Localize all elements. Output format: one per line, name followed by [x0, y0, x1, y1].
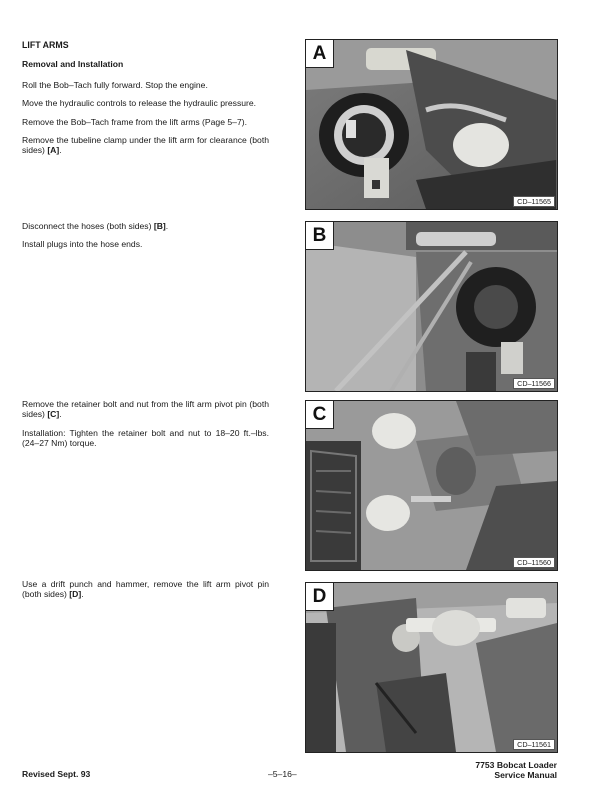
step-a-para-2: Move the hydraulic controls to release the hydraulic pressure. — [22, 98, 257, 109]
figure-d-illustration — [306, 583, 557, 752]
step-c-para-2: Installation: Tighten the retainer bolt and nut to 18–20 ft.–lbs. (24–27 Nm) torque. — [22, 427, 269, 449]
step-b-para-1-text: Disconnect the hoses (both sides) — [22, 221, 154, 231]
step-c-para-1-end: . — [59, 409, 62, 420]
figure-a-letter: A — [306, 40, 334, 68]
figure-a-code: CD–11565 — [513, 196, 555, 207]
section-subtitle: Removal and Installation — [22, 59, 124, 70]
page-number: –5–16– — [268, 769, 297, 779]
figure-c-code: CD–11560 — [513, 557, 555, 568]
step-d-text — [22, 579, 269, 608]
step-d-para-1-end: . — [81, 589, 84, 600]
figure-c-photo — [305, 400, 558, 571]
figure-b-photo — [305, 221, 558, 392]
step-b-para-1-end: . — [165, 221, 169, 231]
footer-revision: Revised Sept. 93 — [22, 769, 91, 779]
figure-d-letter: D — [306, 583, 334, 611]
step-a-text — [22, 40, 269, 164]
figure-ref-c: [C] — [47, 409, 60, 420]
section-title: LIFT ARMS — [22, 40, 69, 50]
step-b-text — [22, 221, 269, 258]
figure-ref-a: [A] — [47, 145, 60, 156]
footer-manual: Service Manual — [494, 770, 557, 780]
figure-c-illustration — [306, 401, 557, 570]
step-a-para-1: Roll the Bob–Tach fully forward. Stop the engine. — [22, 79, 208, 90]
figure-d-photo — [305, 582, 558, 753]
figure-ref-d: [D] — [69, 589, 82, 600]
step-d-para-1 — [22, 579, 269, 600]
step-a-para-4-end: . — [59, 145, 62, 156]
step-a-para-4-text: Remove the tubeline clamp under the lift arm for clearance (both sides) — [22, 135, 269, 156]
figure-c-letter: C — [306, 401, 334, 429]
footer-manual-title — [475, 760, 557, 780]
step-c-para-1-text: Remove the retainer bolt and nut from the lift arm pivot pin (both sides) — [22, 399, 269, 420]
step-a-para-3: Remove the Bob–Tach frame from the lift arms (Page 5–7). — [22, 116, 247, 127]
figure-b-illustration — [306, 222, 557, 391]
step-c-para-1 — [22, 399, 269, 420]
figure-ref-b: [B] — [153, 221, 166, 231]
step-a-para-4 — [22, 135, 269, 156]
figure-d-code: CD–11561 — [513, 739, 555, 750]
step-d-para-1-text: Use a drift punch and hammer, remove the lift arm pivot pin (both sides) — [22, 579, 269, 600]
figure-b-letter: B — [306, 222, 334, 250]
figure-a-photo — [305, 39, 558, 210]
step-b-para-2: Install plugs into the hose ends. — [22, 239, 143, 250]
figure-b-code: CD–11566 — [513, 378, 555, 389]
step-c-text — [22, 399, 269, 457]
step-b-para-1 — [22, 221, 269, 231]
footer-model: 7753 Bobcat Loader — [475, 760, 557, 770]
figure-a-illustration — [306, 40, 557, 209]
